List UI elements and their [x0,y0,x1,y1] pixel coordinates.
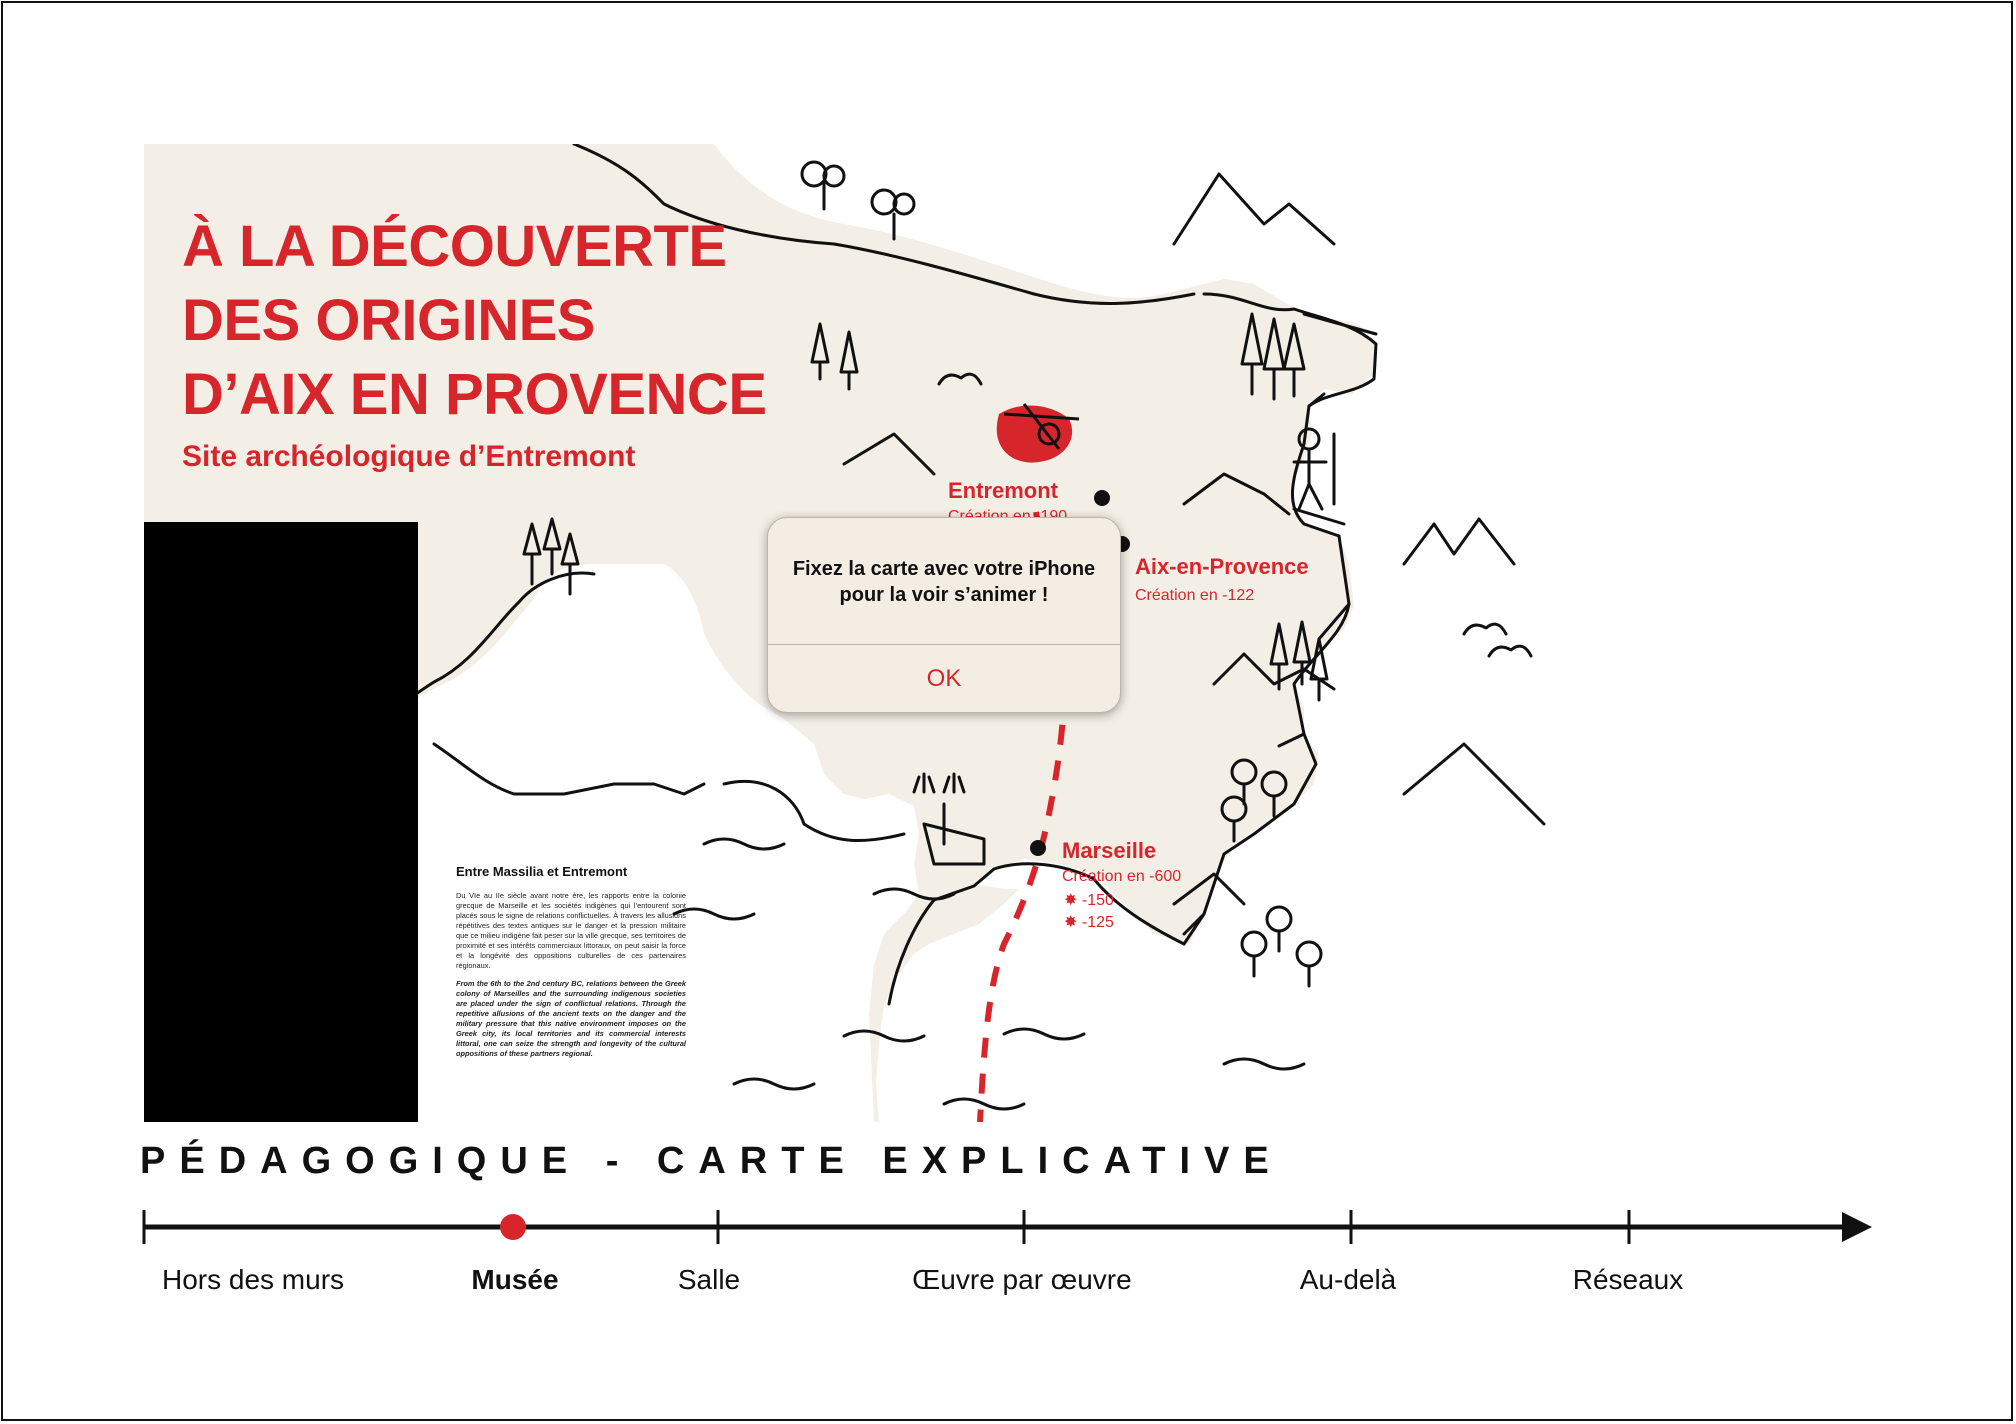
event-marseille-1: ✸ -150 [1064,892,1114,909]
timeline-item-salle[interactable]: Salle [677,1264,741,1295]
timeline-item-reseaux[interactable]: Réseaux [1572,1264,1684,1295]
redacted-block [144,522,418,1122]
text-block-english: From the 6th to the 2nd century BC, relations between the Greek colony of Marseilles and the surrounding indigenous societies are placed under the sign of conflictual relations. Through the repetitive allusions of the ancient texts on the danger and the military pressure that this native environment imposes on the Greek city, its local territories and its commercial interests littoral, one can seize the strength and longevity of the cultural oppositions of these partners regional. [456,979,686,1058]
poster-title [182,210,767,432]
alert-message-line-1: Fixez la carte avec votre iPhone [792,558,1096,580]
timeline-item-hors-des-murs[interactable]: Hors des murs [161,1264,345,1295]
timeline-arrowhead [1842,1212,1872,1242]
ok-button[interactable]: OK [926,665,962,692]
label-aix: Aix-en-Provence [1135,554,1309,579]
alert-dialog [767,517,1121,713]
label-marseille: Marseille [1062,838,1157,863]
section-title: PÉDAGOGIQUE - CARTE EXPLICATIVE [140,1140,1283,1182]
dot-marseille [1030,840,1046,856]
poster-subtitle: Site archéologique d’Entremont [182,440,636,473]
event-marseille-1-text: -150 [1081,892,1114,909]
timeline-item-au-dela[interactable]: Au-delà [1299,1264,1397,1295]
text-block-french: Du VIe au IIe siècle avant notre ère, les rapports entre la colonie grecque de Marseille et les sociétés indigènes qui l’entourent sont placés sous le signe de relations conflictuelles. À travers les allusions répétitives des textes antiques sur le danger et la pression militaire que ce milieu indigène fait peser sur la ville grecque, ses territoires de proximité et ses intérêts commerciaux littoraux, on peut saisir la force et la longévité des oppositions culturelles de ces partenaires régionaux. [456,891,686,970]
note-aix: Création en -122 [1135,587,1255,604]
event-marseille-2-text: -125 [1081,914,1114,931]
poster-title-line-2: DES ORIGINES [182,288,595,353]
timeline-item-musee[interactable]: Musée [471,1264,559,1295]
note-marseille: Création en -600 [1062,868,1182,885]
timeline-item-oeuvre-par-oeuvre[interactable]: Œuvre par œuvre [912,1264,1132,1295]
dot-entremont [1094,490,1110,506]
poster-title-line-1: À LA DÉCOUVERTE [182,214,727,279]
poster-title-line-3: D’AIX EN PROVENCE [182,362,767,427]
event-marseille-2: ✸ -125 [1064,914,1114,931]
label-entremont: Entremont [948,478,1058,503]
text-block-title: Entre Massilia et Entremont [456,864,628,879]
timeline-active-marker [500,1214,526,1240]
explanatory-text [456,864,686,1059]
alert-message-line-2: pour la voir s’animer ! [839,584,1049,606]
alert-message [768,556,1120,608]
